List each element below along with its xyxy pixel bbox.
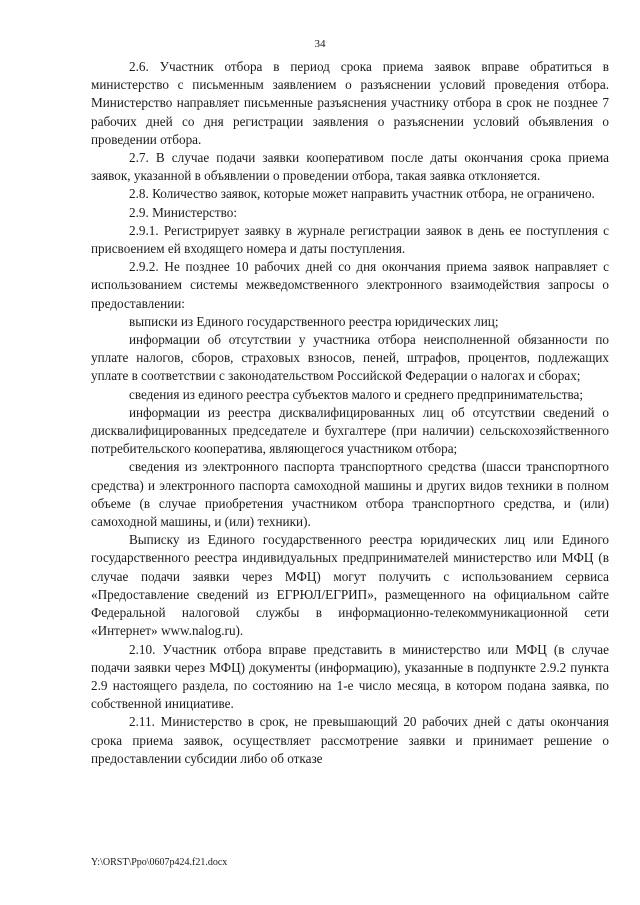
document-body (91, 58, 609, 768)
paragraph-2-9-1: 2.9.1. Регистрирует заявку в журнале регистрации заявок в день ее поступления с присвоением ей входящего номера и даты поступления. (91, 222, 609, 257)
paragraph-2-10: 2.10. Участник отбора вправе представить в министерство или МФЦ (в случае подачи заявки через МФЦ) документы (информацию), указанные в подпункте 2.9.2 пункта 2.9 настоящего раздела, по состоянию на 1-е число месяца, в котором подана заявка, по собственной инициативе. (91, 641, 609, 712)
paragraph-2-6: 2.6. Участник отбора в период срока приема заявок вправе обратиться в министерство с письменным заявлением о разъяснении условий проведения отбора. Министерство направляет письменные разъяснения участнику отбора в срок не позднее 7 рабочих дней со дня регистрации заявления о разъяснении условий объявления о проведении отбора. (91, 59, 609, 147)
list-item-disqualified-registry: информации из реестра дисквалифицированных лиц об отсутствии сведений о дисквалифицированных председателе и бухгалтере (при наличии) сельскохозяйственного потребительского кооператива, являющегося участником отбора; (91, 404, 609, 457)
paragraph-2-11: 2.11. Министерство в срок, не превышающий 20 рабочих дней с даты окончания срока приема заявок, осуществляет рассмотрение заявки и принимает решение о предоставлении субсидии либо об отказе (91, 714, 609, 766)
paragraph-2-7: 2.7. В случае подачи заявки кооперативом после даты окончания срока приема заявок, указанной в объявлении о проведении отбора, такая заявка отклоняется. (91, 150, 609, 184)
footer-file-path: Y:\ORST\Ppo\0607p424.f21.docx (91, 857, 228, 868)
list-item-sme-registry: сведения из единого реестра субъектов малого и среднего предпринимательства; (129, 386, 584, 402)
list-item-egrul-extract: выписки из Единого государственного реестра юридических лиц; (129, 313, 499, 329)
list-item-vehicle-passport: сведения из электронного паспорта транспортного средства (шасси транспортного средства) и электронного паспорта самоходной машины и других видов техники в полном объеме (в случае приобретения участником отбора транспортного средства, и (или) самоходной машины, и (или) техники). (91, 459, 609, 530)
paragraph-2-9-2: 2.9.2. Не позднее 10 рабочих дней со дня окончания приема заявок направляет с использованием системы межведомственного электронного взаимодействия запросы о предоставлении: (91, 259, 609, 311)
paragraph-2-9: 2.9. Министерство: (129, 204, 238, 220)
page-number: 34 (314, 38, 326, 50)
paragraph-egrul-service: Выписку из Единого государственного реестра юридических лиц или Единого государственного реестра индивидуальных предпринимателей министерство или МФЦ (в случае подачи заявки через МФЦ) могут получить с использованием сервиса «Предоставление сведений из ЕГРЮЛ/ЕГРИП», размещенного на официальном сайте Федеральной налоговой службы в информационно-телекоммуникационной сети «Интернет» www.nalog.ru). (91, 532, 609, 639)
paragraph-2-8: 2.8. Количество заявок, которые может направить участник отбора, не ограничено. (129, 186, 595, 202)
list-item-tax-info: информации об отсутствии у участника отбора неисполненной обязанности по уплате налогов, сборов, страховых взносов, пеней, штрафов, процентов, подлежащих уплате в соответствии с законодательством Российской Федерации о налогах и сборах; (91, 332, 609, 384)
